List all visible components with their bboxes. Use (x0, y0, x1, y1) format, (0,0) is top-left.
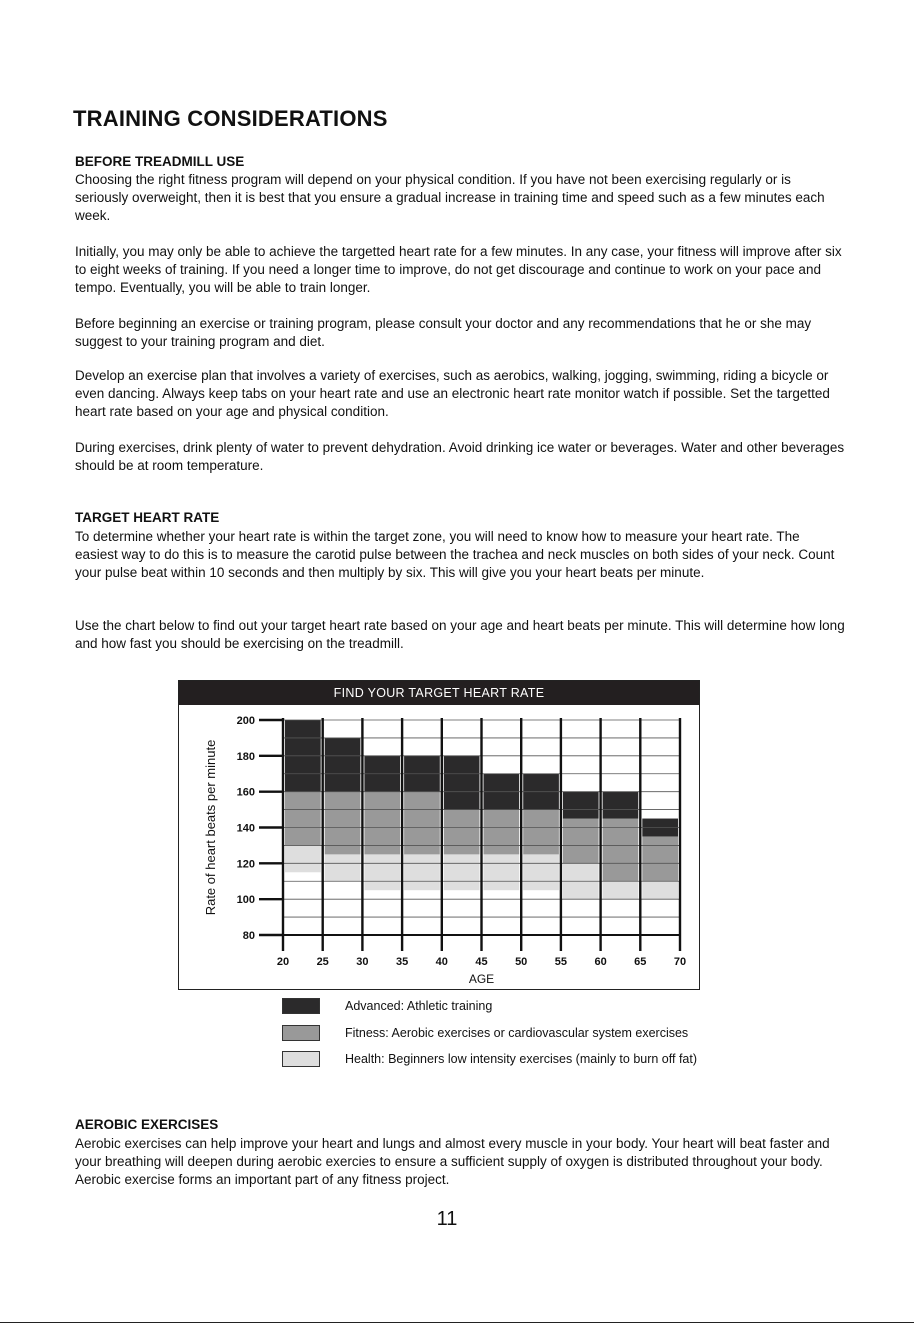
zone-cell-fitness-age-30 (364, 792, 400, 855)
zone-cell-health-age-35 (404, 854, 440, 890)
x-tick-label: 40 (435, 956, 448, 968)
x-tick-label: 60 (594, 956, 607, 968)
page-number: 11 (436, 1208, 458, 1230)
zone-cell-fitness-age-40 (444, 810, 480, 855)
legend-swatch-health (282, 1051, 320, 1067)
y-tick-label: 100 (236, 894, 255, 907)
x-tick-label: 45 (475, 956, 488, 968)
y-tick-label: 200 (236, 715, 255, 727)
zone-cell-advanced-age-25 (325, 738, 361, 792)
zone-cell-fitness-age-45 (484, 810, 520, 855)
paragraph: To determine whether your heart rate is within the target zone, you will need to know how to measure your heart rate. The easiest way to do this is to measure the carotid pulse between the trachea and neck muscles on both sides of your neck. Count your pulse beat within 10 seconds and then multiply by six. This will give you your heart beats per minute. (75, 529, 835, 580)
section-heading-target-heart-rate: TARGET HEART RATE (75, 510, 220, 525)
zone-cell-advanced-age-40 (444, 756, 480, 810)
x-tick-label: 20 (276, 956, 290, 968)
paragraph: Initially, you may only be able to achieve the targetted heart rate for a few minutes. In any case, your fitness will improve after six to eight weeks of training. If you need a longer time to improve, do not get discourage and continue to work on your pace and tempo. Eventually, you will be able to train longer. (75, 244, 842, 295)
zone-cell-fitness-age-65 (642, 836, 678, 881)
legend-label-fitness: Fitness: Aerobic exercises or cardiovascular system exercises (345, 1026, 689, 1040)
zone-cell-health-age-65 (642, 881, 678, 899)
zone-cell-fitness-age-25 (325, 792, 361, 855)
y-tick-label: 120 (236, 858, 255, 871)
paragraph: During exercises, drink plenty of water to prevent dehydration. Avoid drinking ice water or beverages. Water and other beverages should be at room temperature. (75, 440, 845, 473)
x-tick-label: 35 (395, 956, 409, 968)
zone-cell-health-age-45 (484, 854, 520, 890)
zone-cell-advanced-age-60 (603, 792, 639, 819)
y-axis-label: Rate of heart beats per minute (203, 739, 218, 916)
y-tick-label: 140 (236, 822, 255, 835)
zone-cell-fitness-age-60 (603, 819, 639, 882)
heart-rate-plot (179, 705, 699, 989)
zone-cell-health-age-60 (603, 881, 639, 899)
x-tick-label: 65 (634, 956, 647, 968)
x-axis-label: AGE (468, 972, 495, 986)
page-title: TRAINING CONSIDERATIONS (73, 106, 388, 131)
zone-cell-fitness-age-20 (285, 792, 321, 846)
zone-cell-fitness-age-35 (404, 792, 440, 855)
page-bottom-rule (0, 1322, 914, 1323)
y-tick-label: 180 (236, 750, 255, 763)
zone-cell-health-age-30 (364, 854, 400, 890)
zone-cell-health-age-50 (523, 854, 559, 890)
x-tick-label: 25 (316, 956, 329, 968)
paragraph: Develop an exercise plan that involves a variety of exercises, such as aerobics, walking, jogging, swimming, riding a bicycle or even dancing. Always keep tabs on your heart rate and use an electronic heart rate monitor watch if possible. Set the targetted heart rate based on your age and physical condition. (75, 368, 830, 419)
zone-cell-fitness-age-50 (523, 810, 559, 855)
chart-title: FIND YOUR TARGET HEART RATE (179, 681, 699, 705)
legend-swatch-fitness (282, 1025, 320, 1041)
zone-cell-fitness-age-55 (563, 819, 599, 864)
paragraph: Aerobic exercises can help improve your heart and lungs and almost every muscle in your body. Your heart will beat faster and your breathing will deepen during aerobic exercies to ensure a sufficient supply of oxygen is distributed throughout your body. Aerobic exercise forms an important part of any fitness project. (75, 1136, 830, 1187)
paragraph: Before beginning an exercise or training program, please consult your doctor and any recommendations that he or she may suggest to your training program and diet. (75, 316, 812, 349)
legend-swatch-advanced (282, 998, 320, 1014)
zone-cell-health-age-20 (285, 845, 321, 872)
zone-cell-health-age-40 (444, 854, 480, 890)
x-tick-label: 30 (356, 956, 369, 968)
x-tick-label: 55 (554, 956, 568, 968)
legend-label-advanced: Advanced: Athletic training (345, 999, 493, 1013)
zone-cell-advanced-age-55 (563, 792, 599, 819)
paragraph: Use the chart below to find out your target heart rate based on your age and heart beats per minute. This will determine how long and how fast you should be exercising on the treadmill. (75, 618, 845, 651)
section-heading-before-treadmill-use: BEFORE TREADMILL USE (75, 154, 245, 169)
x-tick-label: 70 (673, 956, 687, 968)
paragraph: Choosing the right fitness program will depend on your physical condition. If you have not been exercising regularly or is seriously overweight, then it is best that you ensure a gradual increase in training time and speed such as a few minutes each week. (75, 172, 825, 223)
section-heading-aerobic-exercises: AEROBIC EXERCISES (75, 1117, 219, 1132)
legend-label-health: Health: Beginners low intensity exercises (mainly to burn off fat) (345, 1052, 698, 1066)
y-tick-label: 80 (242, 930, 255, 942)
zone-cell-health-age-25 (325, 854, 361, 881)
y-tick-label: 160 (236, 786, 255, 799)
target-heart-rate-chart (178, 680, 700, 990)
x-tick-label: 50 (515, 956, 528, 968)
